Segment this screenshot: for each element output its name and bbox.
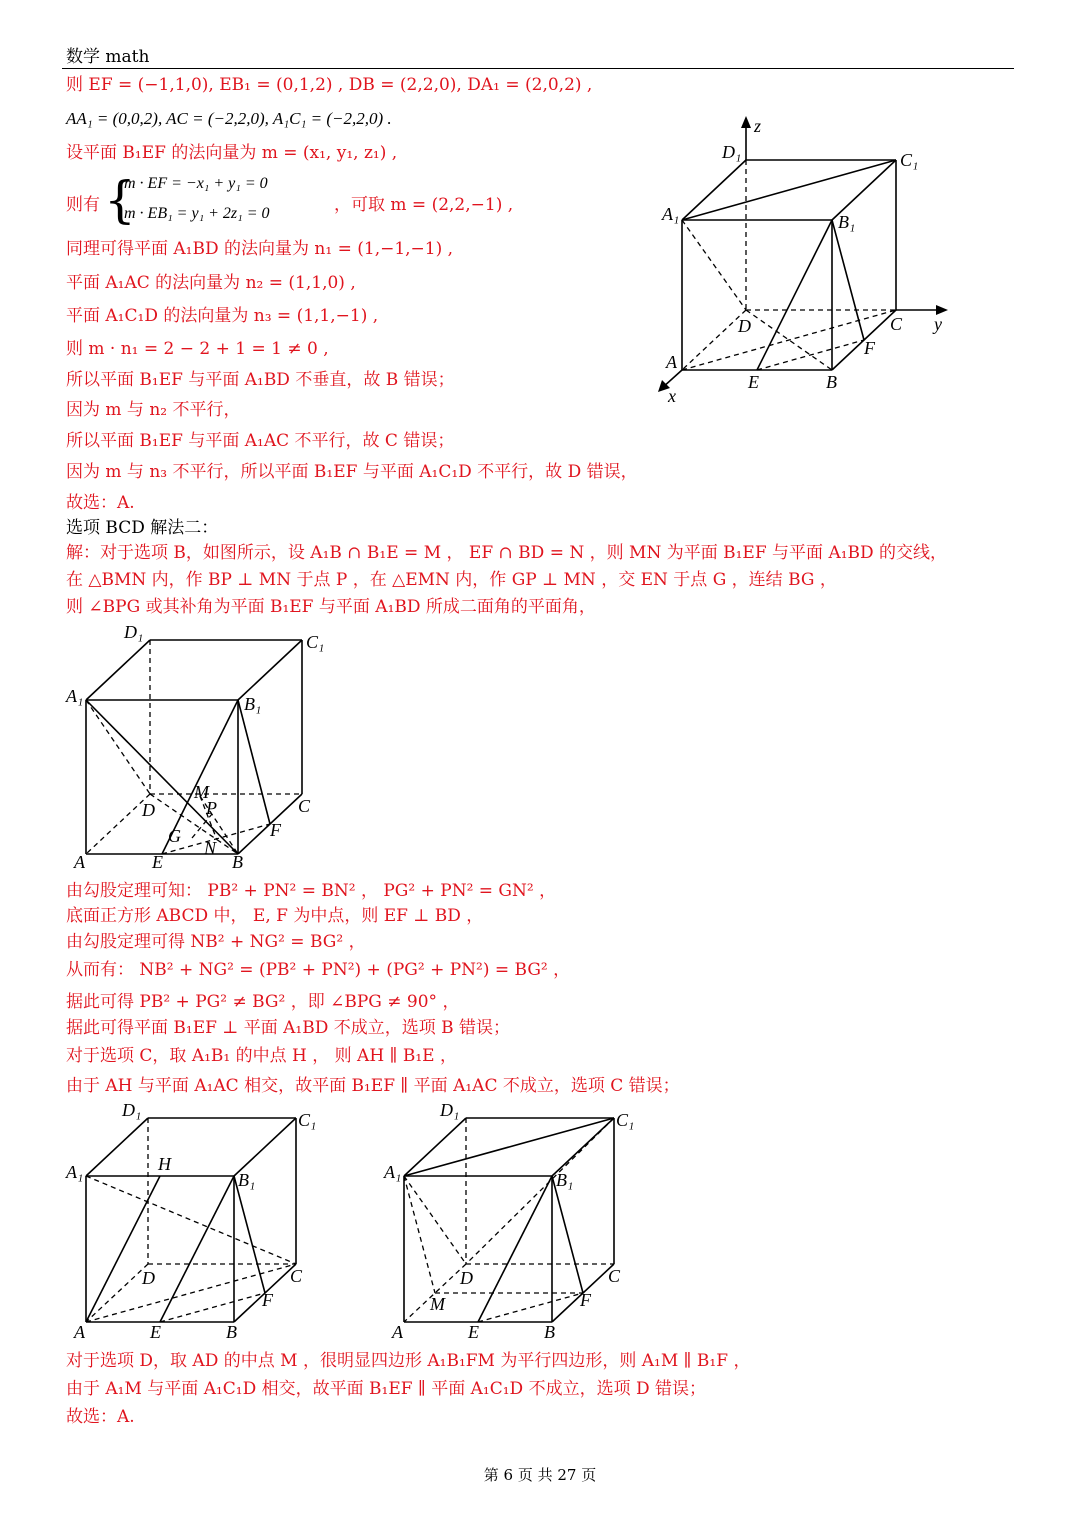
vertex-label-C1: C₁: [298, 1110, 317, 1130]
text-line-17: 则 ∠BPG 或其补角为平面 B₁EF 与平面 A₁BD 所成二面角的平面角，: [66, 597, 596, 617]
vertex-label-E: E: [748, 372, 759, 392]
text-line-28: 故选：A.: [66, 1407, 135, 1427]
vertex-label-F: F: [270, 820, 281, 840]
text-line-11: 所以平面 B₁EF 与平面 A₁AC 不平行，故 C 错误；: [66, 431, 455, 451]
vertex-label-A: A: [74, 852, 85, 872]
axis-label-z: z: [754, 116, 762, 136]
vertex-label-A1: A₁: [384, 1162, 402, 1182]
text-line-24: 对于选项 C，取 A₁B₁ 的中点 H ， 则 AH ∥ B₁E ，: [66, 1046, 457, 1066]
text-line-26: 对于选项 D，取 AD 的中点 M ，很明显四边形 A₁B₁FM 为平行四边形，则 A₁M ∥ B₁F ，: [66, 1351, 751, 1371]
text-line-22: 据此可得 PB² + PG² ≠ BG² ，即 ∠BPG ≠ 90° ，: [66, 992, 460, 1012]
vertex-label-B: B: [544, 1322, 555, 1342]
text-line-19: 底面正方形 ABCD 中， E, F 为中点，则 EF ⊥ BD ，: [66, 906, 484, 926]
text-line-25: 由于 AH 与平面 A₁AC 相交，故平面 B₁EF ∥ 平面 A₁AC 不成立，选项 C 错误；: [66, 1076, 680, 1096]
header-divider: [62, 68, 1014, 69]
vertex-label-B: B: [826, 372, 837, 392]
text-line-5: 同理可得平面 A₁BD 的法向量为 n₁ = (1,−1,−1) ,: [66, 239, 454, 259]
vertex-label-B1: B₁: [238, 1170, 256, 1190]
text-line-23: 据此可得平面 B₁EF ⊥ 平面 A₁BD 不成立，选项 B 错误；: [66, 1018, 511, 1038]
axis-label-y: y: [934, 314, 942, 334]
vertex-label-D: D: [738, 316, 751, 336]
vertex-label-C1: C₁: [306, 632, 325, 652]
text-line-1: 则 EF = (−1,1,0), EB₁ = (0,1,2) , DB = (2,2,0), DA₁ = (2,0,2) ,: [66, 75, 593, 95]
vertex-label-D: D: [142, 800, 155, 820]
system-equation-2: m · EB₁ = y₁ + 2z₁ = 0: [124, 205, 270, 222]
text-line-15: 解：对于选项 B，如图所示，设 A₁B ∩ B₁E = M ， EF ∩ BD = N ，则 MN 为平面 B₁EF 与平面 A₁BD 的交线，: [66, 543, 948, 563]
vertex-label-C1: C₁: [900, 150, 919, 170]
page-footer: 第 6 页 共 27 页: [483, 1466, 597, 1484]
figure-cube-mnpg: [62, 618, 342, 874]
text-line-27: 由于 A₁M 与平面 A₁C₁D 相交，故平面 B₁EF ∥ 平面 A₁C₁D 不成立，选项 D 错误；: [66, 1379, 707, 1399]
vertex-label-E: E: [150, 1322, 161, 1342]
text-line-6: 平面 A₁AC 的法向量为 n₂ = (1,1,0) ,: [66, 273, 356, 293]
equation-system: [66, 171, 514, 230]
vertex-label-C: C: [890, 314, 903, 334]
vertex-label-D1: D₁: [440, 1100, 460, 1120]
vertex-label-A1: A₁: [662, 204, 680, 224]
point-label-M: M: [194, 782, 209, 802]
text-line-2: AA₁ = (0,0,2), AC = (−2,2,0), A₁C₁ = (−2,2,0) .: [66, 109, 392, 128]
vertex-label-A1: A₁: [66, 686, 84, 706]
system-result: ，可取 m = (2,2,−1) ,: [334, 195, 514, 215]
vertex-label-A1: A₁: [66, 1162, 84, 1182]
vertex-label-A: A: [392, 1322, 403, 1342]
vertex-label-B: B: [226, 1322, 237, 1342]
text-line-12: 因为 m 与 n₃ 不平行，所以平面 B₁EF 与平面 A₁C₁D 不平行，故 D 错误，: [66, 462, 638, 482]
vertex-label-D: D: [142, 1268, 155, 1288]
vertex-label-B1: B₁: [556, 1170, 574, 1190]
system-label: 则有: [66, 195, 100, 215]
text-line-13: 故选：A.: [66, 493, 135, 513]
vertex-label-F: F: [864, 338, 875, 358]
vertex-label-B1: B₁: [838, 212, 856, 232]
text-line-8: 则 m · n₁ = 2 − 2 + 1 = 1 ≠ 0 ,: [66, 339, 329, 359]
figure-coordinate-cube: [650, 108, 970, 408]
vertex-label-C: C: [608, 1266, 621, 1286]
text-line-7: 平面 A₁C₁D 的法向量为 n₃ = (1,1,−1) ,: [66, 306, 379, 326]
text-line-14: 选项 BCD 解法二：: [66, 518, 219, 538]
point-label-M: M: [430, 1294, 445, 1314]
vertex-label-D1: D₁: [722, 142, 742, 162]
vertex-label-A: A: [666, 352, 677, 372]
text-line-10: 因为 m 与 n₂ 不平行，: [66, 400, 241, 420]
figure-cube-h: [62, 1098, 332, 1348]
vertex-label-C: C: [298, 796, 311, 816]
vertex-label-F: F: [262, 1290, 273, 1310]
vertex-label-B1: B₁: [244, 694, 262, 714]
text-line-3: 设平面 B₁EF 的法向量为 m = (x₁, y₁, z₁) ,: [66, 143, 398, 163]
page-header: 数学 math: [66, 47, 150, 67]
vertex-label-C1: C₁: [616, 1110, 635, 1130]
vertex-label-A: A: [74, 1322, 85, 1342]
text-line-18: 由勾股定理可知： PB² + PN² = BN² ， PG² + PN² = GN² ，: [66, 881, 557, 901]
system-equation-1: m · EF = −x₁ + y₁ = 0: [124, 175, 268, 192]
text-line-9: 所以平面 B₁EF 与平面 A₁BD 不垂直，故 B 错误；: [66, 370, 455, 390]
vertex-label-C: C: [290, 1266, 303, 1286]
point-label-N: N: [204, 838, 217, 858]
figure-cube-m: [380, 1098, 650, 1348]
axis-label-x: x: [668, 386, 676, 406]
text-line-20: 由勾股定理可得 NB² + NG² = BG² ，: [66, 932, 366, 952]
vertex-label-D1: D₁: [122, 1100, 142, 1120]
vertex-label-D1: D₁: [124, 622, 144, 642]
text-line-16: 在 △BMN 内，作 BP ⊥ MN 于点 P ，在 △EMN 内，作 GP ⊥ MN ，交 EN 于点 G ，连结 BG ，: [66, 570, 837, 590]
point-label-P: P: [206, 798, 217, 818]
vertex-label-E: E: [468, 1322, 479, 1342]
point-label-G: G: [168, 826, 181, 846]
vertex-label-E: E: [152, 852, 163, 872]
system-brace: {: [104, 171, 136, 229]
vertex-label-F: F: [580, 1290, 591, 1310]
text-line-21: 从而有： NB² + NG² = (PB² + PN²) + (PG² + PN²) = BG² ，: [66, 960, 571, 980]
point-label-H: H: [158, 1154, 171, 1174]
vertex-label-D: D: [460, 1268, 473, 1288]
vertex-label-B: B: [232, 852, 243, 872]
